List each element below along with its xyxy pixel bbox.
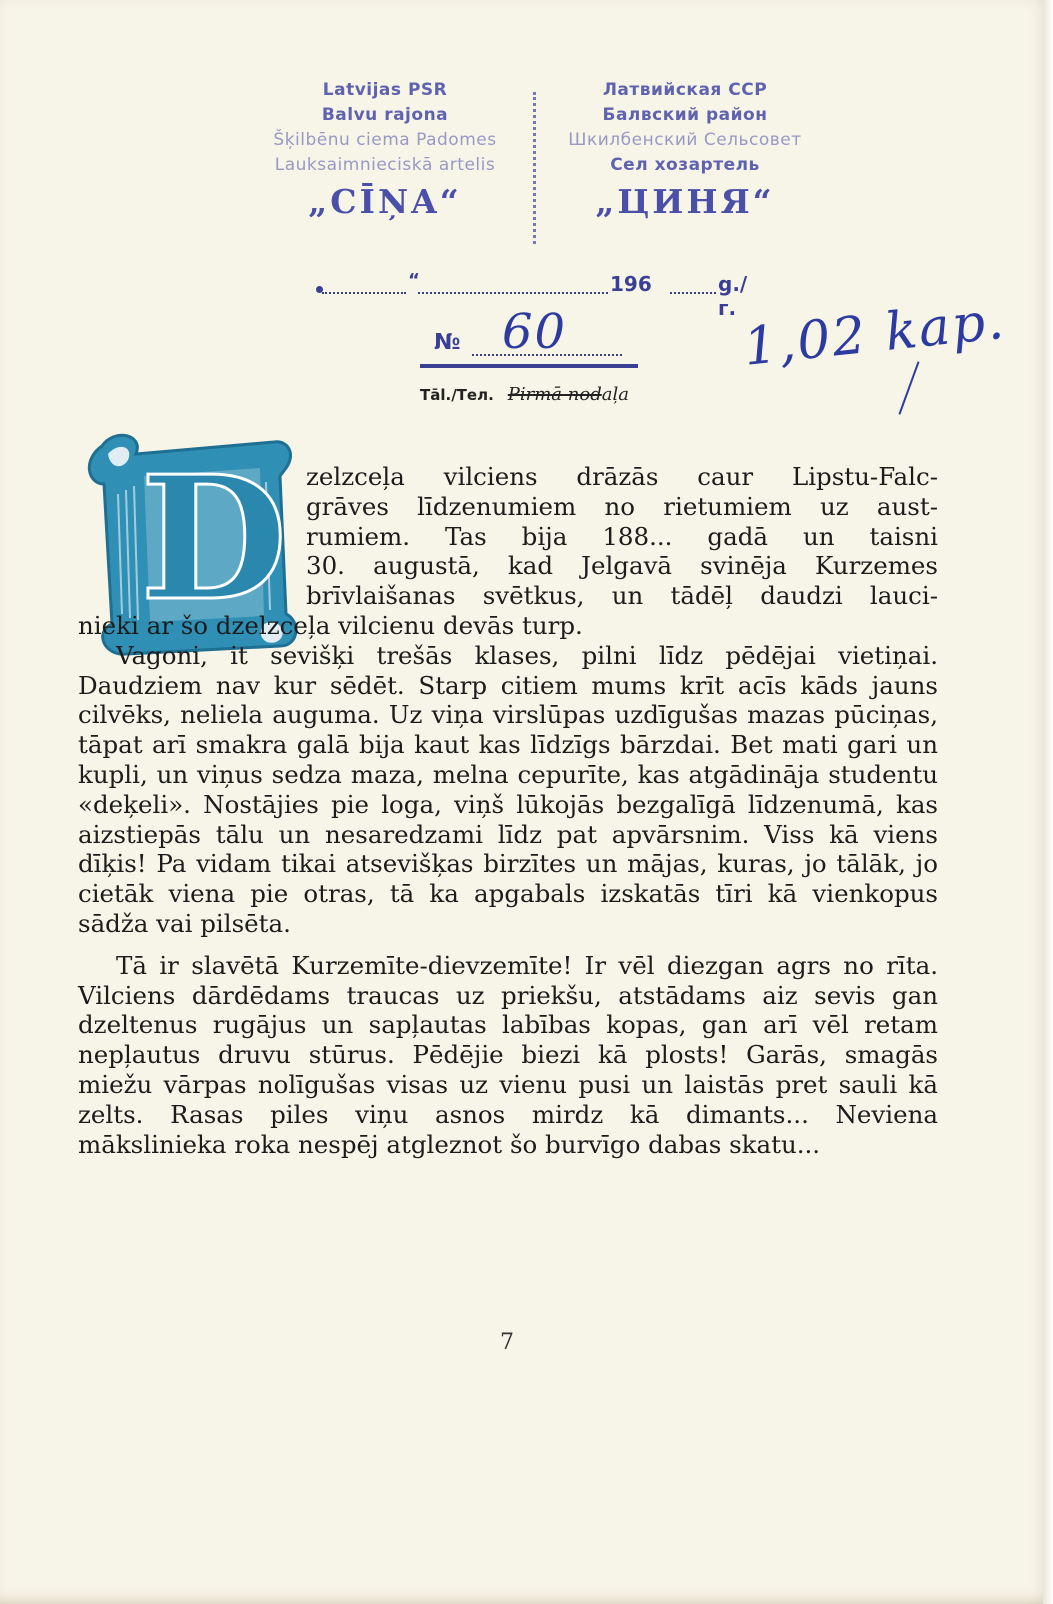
page-number: 7 — [500, 1330, 514, 1355]
stamp-line: Сел хозартель — [610, 155, 760, 175]
heading-suffix: aļa — [601, 384, 629, 405]
text-line: grāves līdzenumiem no rietumiem uz aust- — [306, 491, 938, 521]
date-dots — [418, 292, 608, 294]
date-quote: “ — [408, 270, 420, 291]
text-line: 30. augustā, kad Jelgavā svinēja Kurzemes — [306, 551, 938, 581]
stamp-name-latvian: „CĪŅA“ — [308, 182, 462, 221]
date-dots — [670, 292, 716, 294]
number-rule — [420, 364, 638, 368]
paragraph: Vagoni, it sevišķi trešās klases, pilni līdz pēdējai vietiņai. Daudziem nav kur sēdēt. Starp citiem mums krīt acīs kāds jauns cilvēks, neliela auguma. Uz viņa virslūpas uzdīgušas mazas pūciņas, tāpat arī smakra galā bija kaut kas līdzīgs bārzdai. Bet mati gari un kupli, un viņus sedza maza, melna cepurīte, kas atgādināja studentu «deķeli». Nostājies pie loga, viņš lūkojās bezgalīgā līdzenumā, kas aizstiepās tālu un nesaredzami līdz pat apvārsnim. Viss kā viens dīķis! Pa vidam tikai atsevišķas birzītes un mājas, kuras, jo tālāk, jo cietāk viena pie otras, tā ka apgabals izskatās tīri kā vienkopus sādža vai pilsēta. — [78, 640, 938, 938]
first-paragraph — [78, 462, 938, 641]
text-line: nieki ar šo dzelzceļa vilcienu devās turp. — [78, 610, 583, 640]
stamp-number-line — [420, 304, 640, 368]
stamp-line: Lauksaimnieciskā artelis — [274, 155, 496, 175]
text-line: brīvlaišanas svētkus, un tādēļ daudzi lauci- — [306, 581, 938, 611]
stamp-tel-line — [420, 384, 629, 405]
stamp-divider — [533, 92, 536, 244]
stamp-line: Latvijas PSR — [322, 80, 448, 100]
page-edge — [1043, 0, 1053, 1604]
handwritten-stroke — [898, 361, 919, 414]
stamp-date-line — [316, 270, 748, 320]
date-dots — [322, 292, 406, 294]
paragraph: Tā ir slavētā Kurzemīte-dievzemīte! Ir vēl diezgan agrs no rīta. Vilciens dārdēdams traucas uz priekšu, atstādams aiz sevis gan dzeltenus rugājus un sapļautas labības kopas, gan arī vēl retam nepļautus druvu stūrus. Pēdējie biezi kā plosts! Garās, smagās miežu vārpas nolīgušas visas uz vienu pusi un laistās pret sauli kā zelts. Rasas piles viņu asnos mirdz kā dimants... Neviena mākslinieka roka nespēj atgleznot šo burvīgo dabas skatu... — [78, 950, 938, 1159]
number-sign: № — [434, 330, 461, 355]
struck-heading: Pirmā nod — [507, 384, 602, 405]
stamp-russian-column — [550, 78, 820, 224]
handwritten-price: 1,02 kap. — [740, 290, 1009, 378]
stamp-line: Шкилбенский Сельсовет — [568, 130, 802, 150]
date-year-prefix: 196 — [610, 272, 652, 296]
handwritten-number: 60 — [502, 304, 568, 360]
stamp-line: Латвийская ССР — [602, 80, 768, 100]
text-line: zelzceļa vilciens drāzās caur Lipstu-Falc- — [306, 462, 938, 491]
stamp-line: Balvu rajona — [321, 105, 449, 125]
stamp-latvian-column — [250, 78, 520, 224]
stamp-line: Балвский район — [602, 105, 768, 125]
stamp-line: Šķilbēnu ciema Padomes — [273, 130, 497, 150]
initial-letter: D — [140, 439, 288, 639]
kolkhoz-stamp — [250, 78, 830, 258]
stamp-name-russian: „ЦИНЯ“ — [595, 182, 775, 221]
date-year-suffix: g./г. — [718, 272, 748, 320]
tel-label: Tāl./Тел. — [420, 386, 494, 404]
text-line: rumiem. Tas bija 188... gadā un taisni — [306, 521, 938, 551]
body-text — [78, 462, 938, 1159]
